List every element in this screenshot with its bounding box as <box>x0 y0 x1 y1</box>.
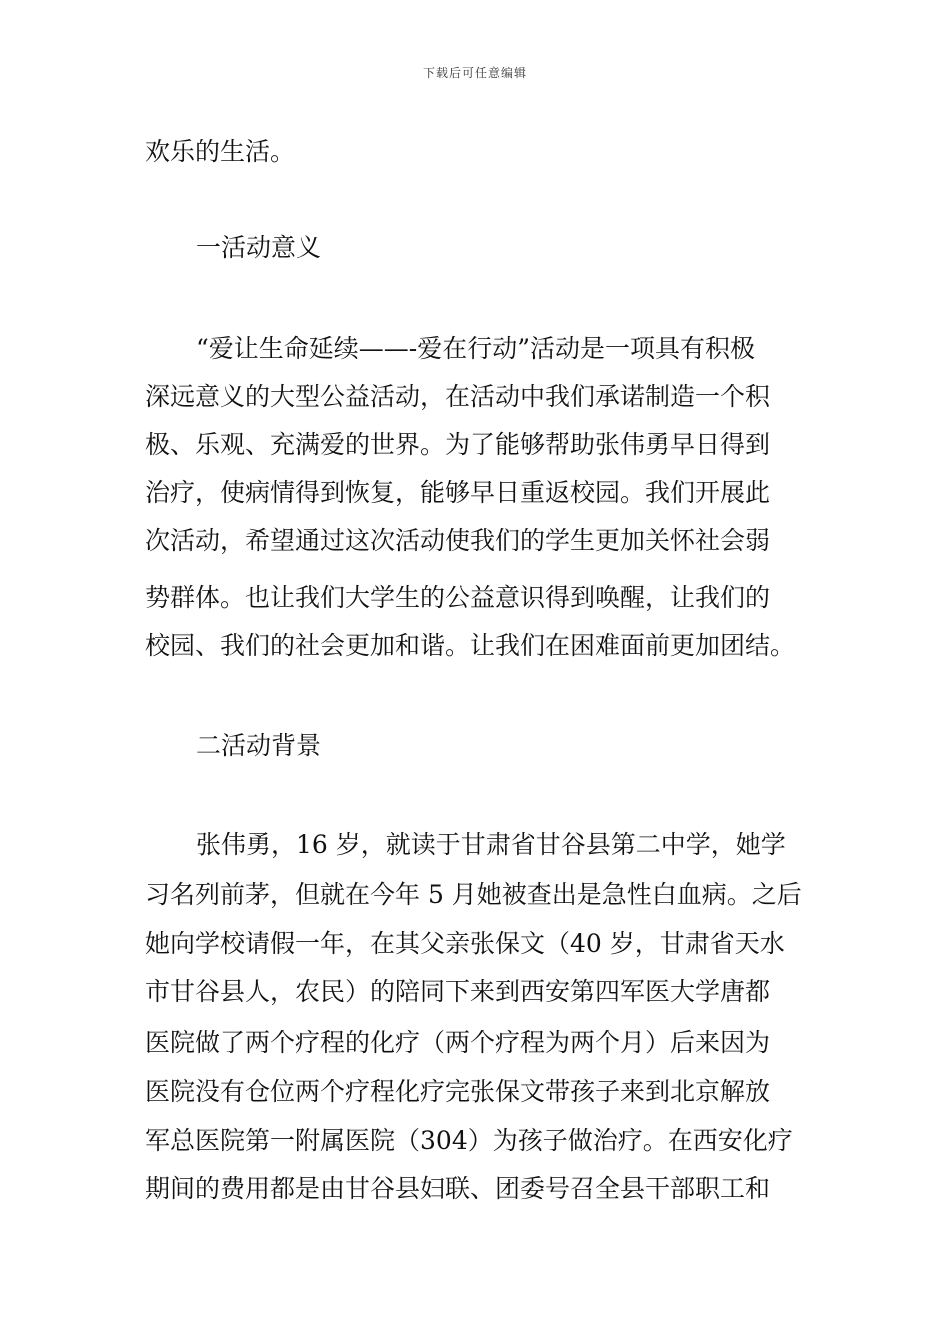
text-line: 期间的费用都是由甘谷县妇联、团委号召全县干部职工和 <box>145 1174 771 1203</box>
text-line: 市甘谷县人，农民）的陪同下来到西安第四军医大学唐都 <box>145 977 771 1006</box>
text-line: 张伟勇，16 岁，就读于甘肃省甘谷县第二中学，她学 <box>196 830 786 859</box>
section-heading: 二活动背景 <box>196 731 322 760</box>
text-line: 治疗，使病情得到恢复，能够早日重返校园。我们开展此 <box>145 478 771 507</box>
text-line: 她向学校请假一年，在其父亲张保文（40 岁，甘肃省天水 <box>145 929 785 958</box>
section-heading: 一活动意义 <box>196 233 322 262</box>
text-line: 次活动，希望通过这次活动使我们的学生更加关怀社会弱 <box>145 526 771 555</box>
text-line: 深远意义的大型公益活动，在活动中我们承诺制造一个积 <box>145 382 771 411</box>
text-line: 校园、我们的社会更加和谐。让我们在困难面前更加团结。 <box>145 631 796 660</box>
page-header: 下载后可任意编辑 <box>422 66 527 80</box>
text-line: 欢乐的生活。 <box>145 137 296 166</box>
text-line: 医院做了两个疗程的化疗（两个疗程为两个月）后来因为 <box>145 1028 771 1057</box>
text-line: 医院没有仓位两个疗程化疗完张保文带孩子来到北京解放 <box>145 1077 771 1106</box>
text-line: 军总医院第一附属医院（304）为孩子做治疗。在西安化疗 <box>145 1126 793 1155</box>
text-line: 势群体。也让我们大学生的公益意识得到唤醒，让我们的 <box>145 583 771 612</box>
text-line: 习名列前茅，但就在今年 5 月她被查出是急性白血病。之后 <box>145 880 802 909</box>
text-line: 极、乐观、充满爱的世界。为了能够帮助张伟勇早日得到 <box>145 430 771 459</box>
text-line: “爱让生命延续——-爱在行动”活动是一项具有积极 <box>196 334 756 363</box>
